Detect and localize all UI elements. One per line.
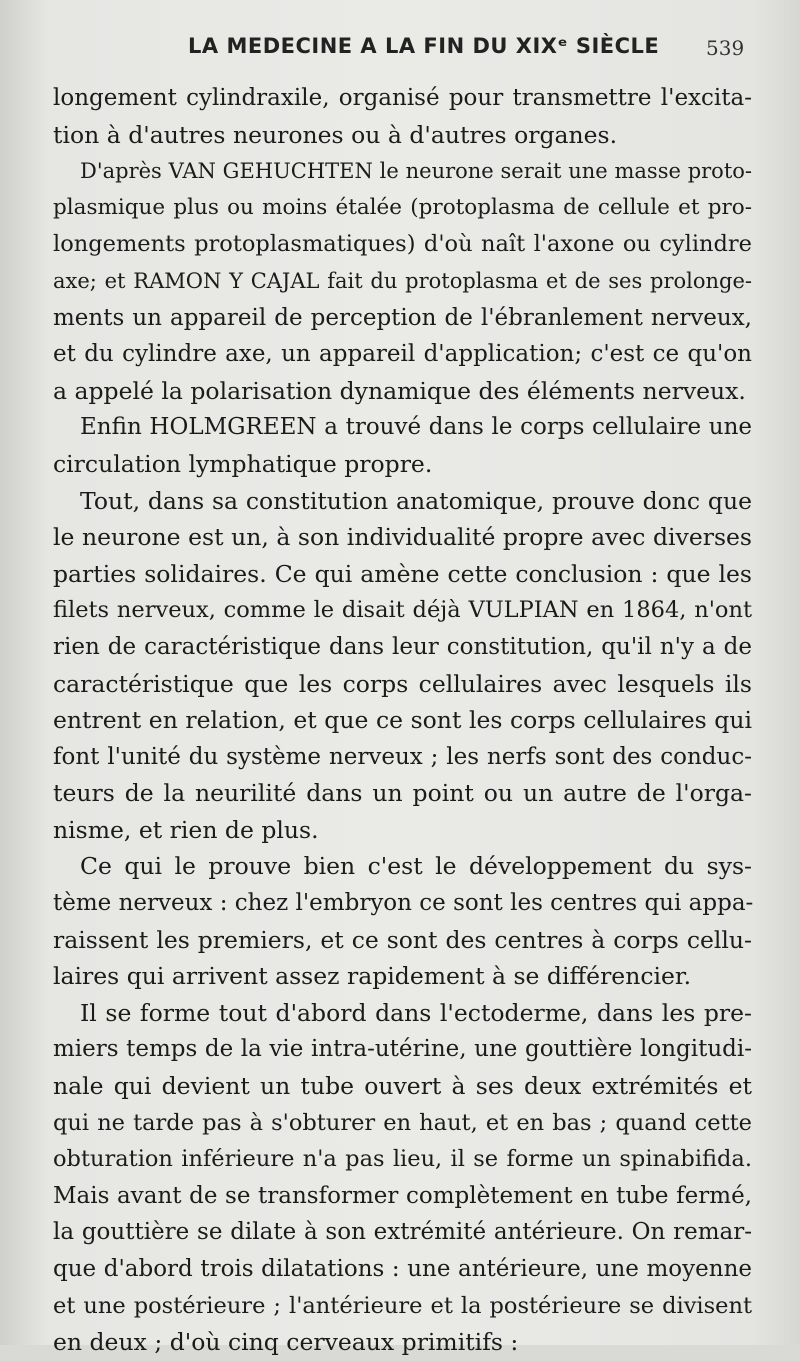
running-title: LA MEDECINE A LA FIN DU XIXᵉ SIÈCLE [188, 34, 660, 58]
text-line: plasmique plus ou moins étalée (protoplasma de cellule et pro- [53, 194, 752, 220]
text-line: ments un appareil de perception de l'ébranlement nerveux, [53, 304, 752, 331]
text-line: le neurone est un, à son individualité propre avec diverses [53, 523, 752, 552]
text-line: filets nerveux, comme le disait déjà VULPIAN en 1864, n'ont [53, 597, 752, 624]
text-line: laires qui arrivent assez rapidement à se différencier. [53, 962, 692, 991]
text-line: Il se forme tout d'abord dans l'ectoderme, dans les pre- [80, 998, 752, 1027]
text-line: Ce qui le prouve bien c'est le développement du sys- [80, 852, 752, 881]
text-line: Mais avant de se transformer complètement en tube fermé, [53, 1182, 752, 1209]
text-line: et une postérieure ; l'antérieure et la postérieure se divisent [53, 1292, 752, 1319]
page-number: 539 [706, 36, 745, 60]
running-head [0, 34, 800, 68]
text-line: Tout, dans sa constitution anatomique, prouve donc que [80, 486, 752, 515]
text-line: entrent en relation, et que ce sont les corps cellulaires qui [53, 706, 752, 735]
text-line: que d'abord trois dilatations : une antérieure, une moyenne [53, 1256, 752, 1282]
text-line: tion à d'autres neurones ou à d'autres organes. [53, 120, 618, 149]
text-line: la gouttière se dilate à son extrémité antérieure. On remar- [53, 1219, 752, 1246]
text-line: longement cylindraxile, organisé pour transmettre l'excita- [53, 85, 752, 111]
text-line: axe; et RAMON Y CAJAL fait du protoplasma et de ses prolonge- [53, 268, 752, 293]
text-line: circulation lymphatique propre. [53, 449, 433, 478]
text-line: longements protoplasmatiques) d'où naît l'axone ou cylindre [53, 231, 752, 258]
text-line: teurs de la neurilité dans un point ou un autre de l'orga- [53, 779, 752, 808]
text-line: rien de caractéristique dans leur constitution, qu'il n'y a de [53, 633, 752, 660]
body-text [53, 80, 752, 1361]
text-line: tème nerveux : chez l'embryon ce sont les centres qui appa- [53, 890, 754, 917]
text-line: nisme, et rien de plus. [53, 815, 319, 844]
text-line: et du cylindre axe, un appareil d'application; c'est ce qu'on [53, 341, 752, 368]
text-line: raissent les premiers, et ce sont des centres à corps cellu- [53, 925, 752, 954]
text-line: caractéristique que les corps cellulaires avec lesquels ils [53, 669, 752, 698]
text-line: D'après VAN GEHUCHTEN le neurone serait une masse proto- [80, 159, 752, 184]
text-line: qui ne tarde pas à s'obturer en haut, et en bas ; quand cette [53, 1109, 752, 1136]
text-line: en deux ; d'où cinq cerveaux primitifs : [53, 1328, 519, 1357]
text-line: nale qui devient un tube ouvert à ses deux extrémités et [53, 1072, 752, 1101]
text-line: font l'unité du système nerveux ; les nerfs sont des conduc- [53, 743, 752, 770]
text-line: a appelé la polarisation dynamique des éléments nerveux. [53, 376, 746, 405]
text-line: parties solidaires. Ce qui amène cette conclusion : que les [53, 559, 752, 588]
text-line: miers temps de la vie intra-utérine, une gouttière longitudi- [53, 1036, 752, 1063]
text-line: Enfin HOLMGREEN a trouvé dans le corps cellulaire une [80, 414, 752, 441]
text-line: obturation inférieure n'a pas lieu, il se forme un spinabifida. [53, 1146, 752, 1173]
